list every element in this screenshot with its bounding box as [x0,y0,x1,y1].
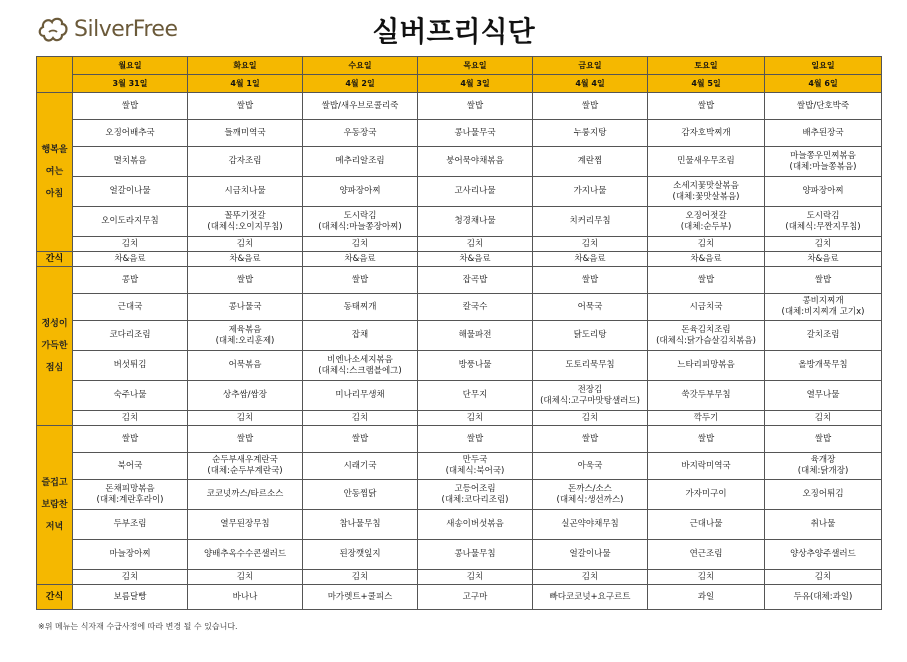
day-header-1: 화요일 [188,57,303,75]
lunch-menu-item [533,381,648,411]
breakfast-label-line: 행복을 [41,145,68,155]
dinner-menu-item: 취나물 [765,510,882,540]
dinner-menu-item-line: (대체:닭개장) [797,466,849,476]
lunch-row [37,294,882,321]
breakfast-menu-item: 쌀밥/새우브로콜리죽 [303,93,418,120]
breakfast-row [37,147,882,177]
lunch-menu-item: 도토리묵무침 [533,351,648,381]
breakfast-menu-item: 쌀밥 [73,93,188,120]
breakfast-menu-item: 김치 [533,237,648,252]
breakfast-label-line: 여는 [45,167,64,177]
breakfast-menu-item: 김치 [648,237,765,252]
dinner-row [37,480,882,510]
breakfast-menu-item: 콩나물무국 [418,120,533,147]
snack-pm-item: 바나나 [188,585,303,610]
snack-am-item: 차&음료 [73,252,188,267]
breakfast-menu-item: 계란찜 [533,147,648,177]
dinner-label-line: 즐겁고 [41,478,68,488]
lunch-menu-item: 쌀밥 [188,267,303,294]
date-header-6: 4월 6일 [765,75,882,93]
lunch-menu-item-line: 전장김 [577,384,603,395]
breakfast-menu-item: 치커리무침 [533,207,648,237]
breakfast-label [37,93,73,252]
dinner-menu-item: 쌀밥 [418,426,533,453]
lunch-row [37,411,882,426]
dinner-menu-item: 쌀밥 [73,426,188,453]
lunch-menu-item: 단무지 [418,381,533,411]
dinner-menu-item: 바지락미역국 [648,453,765,480]
breakfast-menu-item: 양파장아찌 [765,177,882,207]
snack-pm-item: 과일 [648,585,765,610]
breakfast-menu-item: 메추리알조림 [303,147,418,177]
breakfast-menu-item: 김치 [188,237,303,252]
dinner-menu-item: 김치 [188,570,303,585]
lunch-menu-item-line: 돈육김치조림 [681,324,731,335]
lunch-menu-item: 쌀밥 [765,267,882,294]
breakfast-menu-item: 오징어배추국 [73,120,188,147]
lunch-label-line: 정성이 [41,319,68,329]
dinner-menu-item: 마늘장아찌 [73,540,188,570]
lunch-label [37,267,73,426]
dinner-row [37,540,882,570]
breakfast-menu-item [303,207,418,237]
breakfast-menu-item: 감자조림 [188,147,303,177]
snack-pm-item: 고구마 [418,585,533,610]
breakfast-menu-item-line: 꼴뚜기젓갈 [224,210,266,221]
breakfast-row [37,93,882,120]
brand-name: SilverFree [74,16,178,42]
dinner-menu-item: 쌀밥 [648,426,765,453]
day-header-3: 목요일 [418,57,533,75]
breakfast-menu-item: 들깨미역국 [188,120,303,147]
breakfast-menu-item-line: (대체식:오이지무침) [207,221,283,232]
dinner-menu-item: 열무된장무침 [188,510,303,540]
lunch-menu-item: 잡채 [303,321,418,351]
lunch-menu-item: 어묵국 [533,294,648,321]
dinner-menu-item: 쌀밥 [303,426,418,453]
dinner-menu-item: 얼갈이나물 [533,540,648,570]
lunch-menu-item: 김치 [188,411,303,426]
lunch-menu-item: 김치 [303,411,418,426]
snack-am-item: 차&음료 [648,252,765,267]
lunch-menu-item-line: (대체식:고구마맛탕샐러드) [540,395,640,406]
dinner-menu-item [73,480,188,510]
breakfast-menu-item: 양파장아찌 [303,177,418,207]
dinner-menu-item: 된장깻잎지 [303,540,418,570]
dinner-menu-item-line: (대체:코다리조림) [441,494,509,505]
dinner-label [37,426,73,585]
dinner-menu-item-line: (대체:계란후라이) [96,494,164,505]
snack-am-row [37,252,882,267]
lunch-menu-item: 어묵볶음 [188,351,303,381]
snack-am-item: 차&음료 [765,252,882,267]
lunch-menu-item: 방풍나물 [418,351,533,381]
snack-am-item: 차&음료 [418,252,533,267]
breakfast-menu-item: 쌀밥 [533,93,648,120]
breakfast-menu-item-line: (대체:꽃맛살볶음) [672,191,740,202]
lunch-menu-item [765,294,882,321]
dinner-menu-item: 북어국 [73,453,188,480]
breakfast-row [37,120,882,147]
breakfast-menu-item-line: (대체:순두부) [680,221,732,232]
snack-pm-item: 보름달빵 [73,585,188,610]
dinner-menu-item [765,453,882,480]
dinner-menu-item: 쌀밥 [533,426,648,453]
breakfast-menu-item-line: 소세지꽃맛살볶음 [673,180,739,191]
lunch-menu-item-line: (대체식:스크램블에그) [318,365,402,376]
dinner-menu-item [418,480,533,510]
breakfast-menu-item: 김치 [73,237,188,252]
lunch-menu-item: 동태찌개 [303,294,418,321]
lunch-menu-item: 버섯튀김 [73,351,188,381]
snack-am-item: 차&음료 [533,252,648,267]
day-header-5: 토요일 [648,57,765,75]
dinner-menu-item: 쌀밥 [765,426,882,453]
lunch-row [37,321,882,351]
lunch-row [37,381,882,411]
snack-am-item: 차&음료 [188,252,303,267]
lunch-menu-item: 김치 [73,411,188,426]
breakfast-menu-item [188,207,303,237]
dinner-menu-item: 오징어튀김 [765,480,882,510]
breakfast-menu-item: 오이도라지무침 [73,207,188,237]
breakfast-menu-item: 배추된장국 [765,120,882,147]
lunch-menu-item: 잡곡밥 [418,267,533,294]
dinner-menu-item: 두부조림 [73,510,188,540]
dinner-row [37,570,882,585]
dinner-row [37,426,882,453]
day-header-0: 월요일 [73,57,188,75]
dinner-menu-item-line: 고등어조림 [454,483,496,494]
breakfast-menu-item: 붕어묵야채볶음 [418,147,533,177]
dinner-menu-item-line: (대체식:생선까스) [556,494,624,505]
lunch-label-line: 가득한 [41,341,68,351]
breakfast-menu-item [765,207,882,237]
lunch-menu-item: 콩나물국 [188,294,303,321]
breakfast-menu-item-line: 오징어젓갈 [685,210,727,221]
breakfast-menu-item-line: 마늘쫑우민찌볶음 [790,150,856,161]
day-header-2: 수요일 [303,57,418,75]
breakfast-row [37,177,882,207]
breakfast-menu-item [648,207,765,237]
date-header-0: 3월 31일 [73,75,188,93]
lunch-menu-item [303,351,418,381]
snack-pm-label: 간식 [37,585,73,610]
lunch-menu-item: 김치 [765,411,882,426]
page-title: 실버프리식단 [372,15,535,48]
dinner-menu-item: 실곤약야채무침 [533,510,648,540]
breakfast-menu-item: 가지나물 [533,177,648,207]
lunch-menu-item: 열무나물 [765,381,882,411]
dinner-menu-item: 시래기국 [303,453,418,480]
footnote: ※위 메뉴는 식자재 수급사정에 따라 변경 될 수 있습니다. [38,622,238,631]
breakfast-menu-item: 멸치볶음 [73,147,188,177]
dinner-menu-item: 아욱국 [533,453,648,480]
dinner-menu-item-line: 돈채피망볶음 [105,483,155,494]
lunch-menu-item: 갈치조림 [765,321,882,351]
lunch-menu-item [188,321,303,351]
breakfast-menu-item: 시금치나물 [188,177,303,207]
lunch-menu-item: 해물파전 [418,321,533,351]
lunch-menu-item-line: (대체:비지찌개 고기x) [781,307,865,317]
dinner-menu-item: 참나물무침 [303,510,418,540]
breakfast-label-line: 아침 [45,189,64,199]
date-header-5: 4월 5일 [648,75,765,93]
breakfast-menu-item: 민물새우무조림 [648,147,765,177]
breakfast-menu-item [765,147,882,177]
date-header-2: 4월 2일 [303,75,418,93]
lunch-menu-item: 상추쌈/쌈장 [188,381,303,411]
lunch-menu-item: 쌀밥 [648,267,765,294]
breakfast-menu-item: 우동장국 [303,120,418,147]
dinner-menu-item: 김치 [648,570,765,585]
lunch-menu-item: 미나리무생채 [303,381,418,411]
snack-pm-item: 두유(대체:과일) [765,585,882,610]
dinner-menu-item: 김치 [303,570,418,585]
lunch-label-line: 점심 [45,363,64,373]
dinner-menu-item-line: 돈까스/소스 [568,483,612,494]
dinner-menu-item: 콩나물무침 [418,540,533,570]
dinner-menu-item-line: (대체:순두부계란국) [207,466,283,476]
breakfast-menu-item [648,177,765,207]
lunch-menu-item-line: (대체식:닭가슴살김치볶음) [656,335,756,346]
snack-pm-row [37,585,882,610]
menu-table [36,56,882,610]
dinner-menu-item-line: 순두부새우계란국 [212,455,278,465]
dinner-menu-item: 쌀밥 [188,426,303,453]
lunch-menu-item: 깍두기 [648,411,765,426]
lunch-menu-item: 느타리피망볶음 [648,351,765,381]
dinner-menu-item: 김치 [73,570,188,585]
lunch-menu-item: 김치 [533,411,648,426]
dinner-menu-item: 새송이버섯볶음 [418,510,533,540]
breakfast-menu-item: 쌀밥 [188,93,303,120]
breakfast-menu-item: 김치 [303,237,418,252]
dinner-menu-item: 안동찜닭 [303,480,418,510]
dinner-menu-item: 김치 [533,570,648,585]
dinner-row [37,510,882,540]
lunch-menu-item: 김치 [418,411,533,426]
breakfast-menu-item: 감자호박찌개 [648,120,765,147]
day-header-6: 일요일 [765,57,882,75]
dinner-label-line: 저녁 [45,522,64,532]
header-date-row [37,75,882,93]
date-header-4: 4월 4일 [533,75,648,93]
dinner-menu-item: 연근조림 [648,540,765,570]
breakfast-menu-item: 쌀밥/단호박죽 [765,93,882,120]
breakfast-menu-item-line: (대체식:마늘쫑장아찌) [318,221,402,232]
breakfast-menu-item: 누룽지탕 [533,120,648,147]
dinner-row [37,453,882,480]
lunch-menu-item-line: 비엔나소세지볶음 [327,354,393,365]
date-header-1: 4월 1일 [188,75,303,93]
dinner-menu-item-line: 육개장 [810,455,836,465]
breakfast-menu-item: 김치 [418,237,533,252]
breakfast-menu-item: 고사리나물 [418,177,533,207]
dinner-menu-item: 코코넛까스/타르소스 [188,480,303,510]
header-row [37,57,882,75]
lunch-menu-item: 시금치국 [648,294,765,321]
dinner-menu-item [188,453,303,480]
lunch-menu-item: 칼국수 [418,294,533,321]
lunch-row [37,267,882,294]
lunch-menu-item: 콩밥 [73,267,188,294]
breakfast-menu-item-line: (대체식:무짠지무침) [785,221,861,232]
snack-pm-item: 빠다코코넛+요구르트 [533,585,648,610]
dinner-menu-item: 양배추옥수수콘샐러드 [188,540,303,570]
lunch-row [37,351,882,381]
breakfast-menu-item: 얼갈이나물 [73,177,188,207]
day-header-4: 금요일 [533,57,648,75]
dinner-menu-item [418,453,533,480]
lunch-menu-item: 쌀밥 [303,267,418,294]
lunch-menu-item: 올방개묵무침 [765,351,882,381]
breakfast-menu-item: 김치 [765,237,882,252]
lunch-menu-item: 숙주나물 [73,381,188,411]
dinner-label-line: 보람찬 [41,500,68,510]
lunch-menu-item: 근대국 [73,294,188,321]
snack-am-item: 차&음료 [303,252,418,267]
lunch-menu-item [648,321,765,351]
lunch-menu-item: 쑥갓두부무침 [648,381,765,411]
dinner-menu-item: 양상추양주샐러드 [765,540,882,570]
snack-pm-item: 마가렛트+쿨피스 [303,585,418,610]
lunch-menu-item: 닭도리탕 [533,321,648,351]
dinner-menu-item: 김치 [765,570,882,585]
lunch-menu-item-line: (대체:오리훈제) [215,335,275,346]
dinner-menu-item-line: 만두국 [462,455,488,465]
lunch-menu-item: 코다리조림 [73,321,188,351]
lunch-menu-item-line: 콩비지찌개 [802,296,844,306]
breakfast-row [37,207,882,237]
lunch-menu-item-line: 제육볶음 [228,324,262,335]
breakfast-menu-item-line: 도시락김 [806,210,840,221]
header-corner [37,57,73,93]
breakfast-menu-item: 쌀밥 [648,93,765,120]
breakfast-row [37,237,882,252]
lunch-menu-item: 쌀밥 [533,267,648,294]
dinner-menu-item: 김치 [418,570,533,585]
breakfast-menu-item: 쌀밥 [418,93,533,120]
snack-am-label: 간식 [37,252,73,267]
dinner-menu-item-line: (대체식:북어국) [445,466,505,476]
breakfast-menu-item-line: (대체:마늘쫑볶음) [789,161,857,172]
breakfast-menu-item: 청경채나물 [418,207,533,237]
dinner-menu-item: 근대나물 [648,510,765,540]
dinner-menu-item [533,480,648,510]
breakfast-menu-item-line: 도시락김 [343,210,377,221]
dinner-menu-item: 가자미구이 [648,480,765,510]
date-header-3: 4월 3일 [418,75,533,93]
